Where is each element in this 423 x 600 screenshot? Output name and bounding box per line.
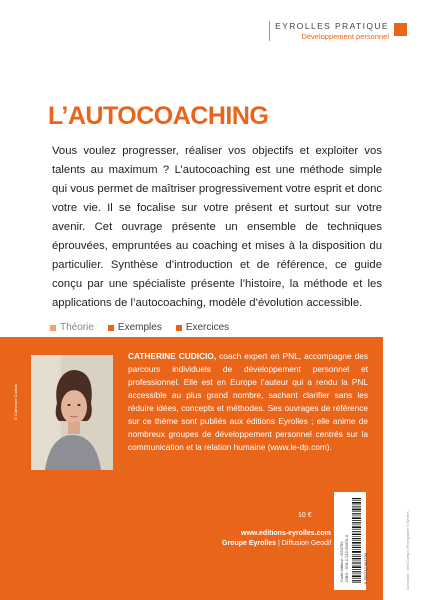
author-bio xyxy=(128,350,368,454)
author-portrait xyxy=(31,355,113,470)
description-text: Vous voulez progresser, réaliser vos objectifs et exploiter vos talents au maximum ? L’autocoaching est une méthode simple qui vous permet de maîtriser progressivement votre esprit et donc votre vie. Il se focalise sur votre présent et surtout sur votre avenir. Cet ouvrage présente un ensemble de techniques éprouvées, empruntées au coaching et mises à la disposition du particulier. Synthèse d’introduction et de référence, ce guide conçu par une spécialiste présente l’histoire, la méthode et les applications de l’autocoaching, modèle d’évolution accessible. xyxy=(52,145,382,309)
publisher-line: Groupe Eyrolles | Diffusion Geodif xyxy=(222,540,332,547)
square-bullet-icon xyxy=(50,325,56,331)
square-bullet-icon xyxy=(108,325,114,331)
description xyxy=(52,142,382,313)
series-divider xyxy=(269,21,270,41)
barcode-digits: 9 782212 553790 xyxy=(363,552,368,584)
series-subtitle: Développement personnel xyxy=(301,32,389,41)
publisher-name: Groupe Eyrolles xyxy=(222,540,277,547)
tags-row xyxy=(50,322,229,333)
website-link[interactable]: www.editions-eyrolles.com xyxy=(241,530,331,537)
tag-label: Théorie xyxy=(60,322,94,333)
tag-label: Exemples xyxy=(117,322,162,333)
author-bio-text: coach expert en PNL, accompagne des parcours individuels de développement personnel et professionnel. Elle est en Europe l’auteur qui a rendu la PNL accessible au plus grand nombre, sachant clarifier sans les réduire idées, concepts et méthodes. Ses ouvrages de référence sur ce thème sont publiés aux éditions Eyrolles ; elle anime de nombreux groupes de développement personnel centrés sur la communication et la relation humaine (www.le-dp.com). xyxy=(128,351,368,452)
author-name: CATHERINE CUDICIO, xyxy=(128,351,217,361)
barcode-box xyxy=(334,492,366,590)
publisher-code: Code éditeur : G53793 xyxy=(339,541,344,582)
barcode-icon xyxy=(352,498,363,584)
square-bullet-icon xyxy=(176,325,182,331)
author-photo xyxy=(31,355,113,470)
series-square-icon xyxy=(394,23,407,36)
price: 10 € xyxy=(298,512,312,519)
photo-credit: © Catherine Cudicio xyxy=(13,384,18,420)
isbn-block xyxy=(338,498,351,584)
tag-label: Exercices xyxy=(185,322,230,333)
isbn-number: ISBN : 978-2-212-55379-0 xyxy=(344,535,349,582)
tag-exemples xyxy=(108,322,162,333)
tag-theorie xyxy=(50,322,94,333)
series-label xyxy=(275,21,389,41)
tag-exercices xyxy=(176,322,229,333)
distributor-name: Diffusion Geodif xyxy=(281,540,332,547)
series-name: EYROLLES PRATIQUE xyxy=(275,21,389,31)
edge-credit: Conception : Nord Compo / Photographie © Eyrolles xyxy=(406,511,410,590)
book-title: L’AUTOCOACHING xyxy=(48,102,269,130)
